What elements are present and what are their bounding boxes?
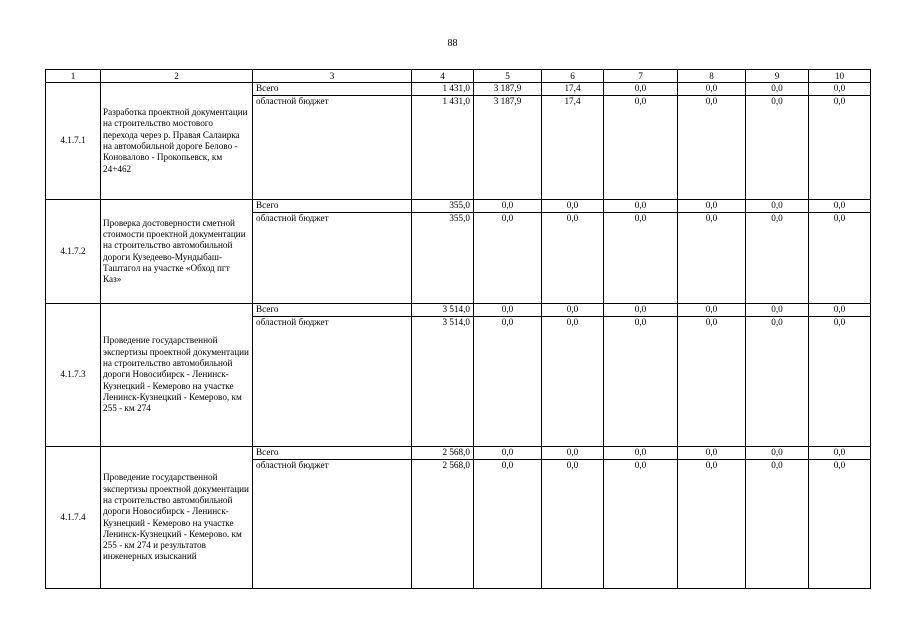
item-code: 4.1.7.3	[46, 304, 101, 447]
value-cell: 0,0	[474, 317, 542, 447]
value-cell: 0,0	[678, 317, 746, 447]
column-header: 2	[101, 70, 253, 83]
page-number: 88	[447, 38, 458, 49]
value-cell: 0,0	[746, 96, 809, 200]
value-cell: 3 187,9	[474, 96, 542, 200]
value-cell: 0,0	[746, 304, 809, 317]
funding-source: областной бюджет	[253, 460, 412, 589]
column-header: 5	[474, 70, 542, 83]
value-cell: 0,0	[604, 96, 678, 200]
value-cell: 0,0	[604, 460, 678, 589]
item-code: 4.1.7.4	[46, 447, 101, 589]
column-header: 9	[746, 70, 809, 83]
value-cell: 0,0	[746, 447, 809, 460]
column-header: 4	[412, 70, 474, 83]
value-cell: 0,0	[678, 213, 746, 304]
value-cell: 0,0	[604, 317, 678, 447]
value-cell: 0,0	[604, 304, 678, 317]
value-cell: 0,0	[678, 83, 746, 96]
value-cell: 0,0	[474, 213, 542, 304]
value-cell: 0,0	[542, 304, 604, 317]
value-cell: 0,0	[604, 447, 678, 460]
value-cell: 1 431,0	[412, 96, 474, 200]
value-cell: 0,0	[809, 83, 871, 96]
value-cell: 0,0	[746, 200, 809, 213]
funding-source: Всего	[253, 447, 412, 460]
value-cell: 0,0	[474, 447, 542, 460]
value-cell: 17,4	[542, 96, 604, 200]
value-cell: 0,0	[678, 460, 746, 589]
item-name: Проведение государственной экспертизы проектной документации на строительство автомобильной дороги Новосибирск - Ленинск-Кузнецкий - Кемерово на участке Ленинск-Кузнецкий - Кемерово, км 255 - км 274	[101, 304, 253, 447]
value-cell: 0,0	[474, 200, 542, 213]
column-header: 1	[46, 70, 101, 83]
value-cell: 0,0	[809, 460, 871, 589]
value-cell: 0,0	[604, 200, 678, 213]
item-code: 4.1.7.2	[46, 200, 101, 304]
value-cell: 2 568,0	[412, 447, 474, 460]
column-header: 6	[542, 70, 604, 83]
value-cell: 0,0	[542, 460, 604, 589]
funding-source: Всего	[253, 304, 412, 317]
value-cell: 3 514,0	[412, 304, 474, 317]
table-row-total	[46, 83, 871, 96]
column-header: 3	[253, 70, 412, 83]
value-cell: 0,0	[542, 213, 604, 304]
value-cell: 1 431,0	[412, 83, 474, 96]
value-cell: 0,0	[809, 317, 871, 447]
value-cell: 2 568,0	[412, 460, 474, 589]
item-name: Проведение государственной экспертизы проектной документации на строительство автомобильной дороги Новосибирск - Ленинск-Кузнецкий - Кемерово на участке Ленинск-Кузнецкий - Кемерово. км 255 - км 274 и результатов инженерных изысканий	[101, 447, 253, 589]
funding-source: Всего	[253, 200, 412, 213]
value-cell: 0,0	[542, 317, 604, 447]
value-cell: 0,0	[809, 213, 871, 304]
item-name: Разработка проектной документации на строительство мостового перехода через р. Правая Салаирка на автомобильной дороге Белово - Коновалово - Прокопьевск, км 24+462	[101, 83, 253, 200]
table-row-total	[46, 447, 871, 460]
value-cell: 0,0	[604, 83, 678, 96]
value-cell: 0,0	[542, 447, 604, 460]
funding-source: областной бюджет	[253, 213, 412, 304]
column-header: 8	[678, 70, 746, 83]
funding-source: областной бюджет	[253, 96, 412, 200]
budget-table	[45, 69, 871, 589]
item-name: Проверка достоверности сметной стоимости проектной документации на строительство автомобильной дороги Кузедеево-Мундыбаш-Таштагол на участке «Обход пгт Каз»	[101, 200, 253, 304]
value-cell: 0,0	[474, 460, 542, 589]
value-cell: 0,0	[746, 460, 809, 589]
value-cell: 0,0	[678, 304, 746, 317]
value-cell: 0,0	[678, 447, 746, 460]
value-cell: 0,0	[746, 83, 809, 96]
value-cell: 0,0	[474, 304, 542, 317]
value-cell: 0,0	[809, 200, 871, 213]
value-cell: 0,0	[746, 213, 809, 304]
item-code: 4.1.7.1	[46, 83, 101, 200]
value-cell: 0,0	[678, 96, 746, 200]
value-cell: 0,0	[746, 317, 809, 447]
value-cell: 0,0	[604, 213, 678, 304]
value-cell: 355,0	[412, 213, 474, 304]
value-cell: 0,0	[542, 200, 604, 213]
column-header: 10	[809, 70, 871, 83]
column-header: 7	[604, 70, 678, 83]
value-cell: 0,0	[809, 304, 871, 317]
column-numbers-row	[46, 70, 871, 83]
value-cell: 0,0	[809, 96, 871, 200]
value-cell: 3 187,9	[474, 83, 542, 96]
table-row-total	[46, 200, 871, 213]
value-cell: 355,0	[412, 200, 474, 213]
funding-source: областной бюджет	[253, 317, 412, 447]
table-row-total	[46, 304, 871, 317]
value-cell: 3 514,0	[412, 317, 474, 447]
funding-source: Всего	[253, 83, 412, 96]
value-cell: 0,0	[809, 447, 871, 460]
value-cell: 17,4	[542, 83, 604, 96]
value-cell: 0,0	[678, 200, 746, 213]
